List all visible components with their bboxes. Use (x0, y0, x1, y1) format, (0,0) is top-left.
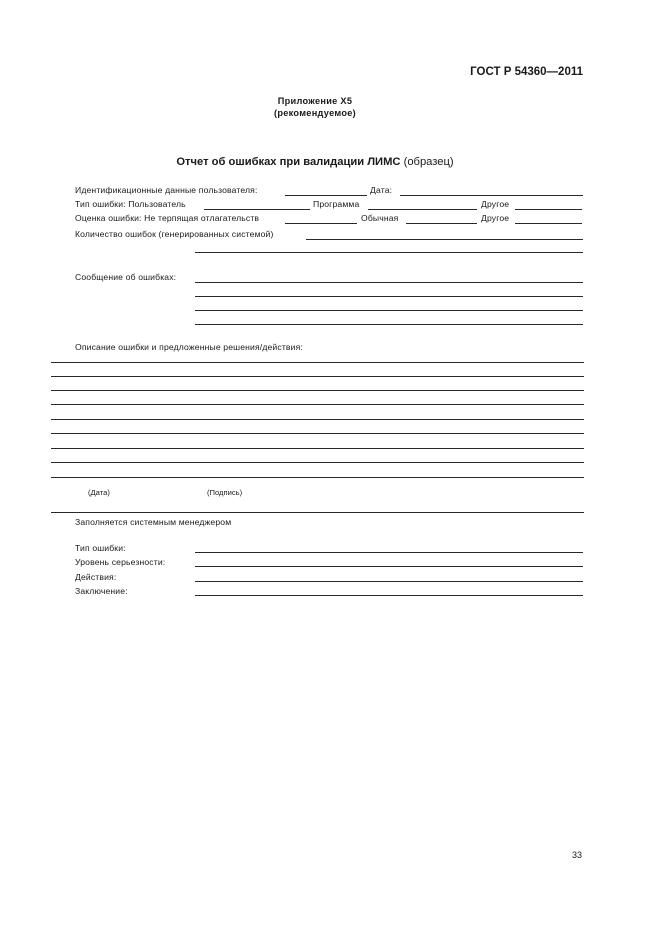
sig-date-label: (Дата) (88, 488, 110, 497)
error-rating-label: Оценка ошибки: Не терпящая отлагательств (75, 213, 260, 223)
description-line-4[interactable] (51, 404, 584, 405)
description-line-8[interactable] (51, 462, 584, 463)
report-title-normal: (образец) (400, 156, 454, 168)
report-title-bold: Отчет об ошибках при валидации ЛИМС (176, 156, 401, 168)
description-line-5[interactable] (51, 419, 584, 420)
standard-number: ГОСТ Р 54360—2011 (470, 66, 583, 78)
user-id-label: Идентификационные данные пользователя: (75, 185, 258, 195)
error-type-user-field[interactable] (204, 209, 310, 210)
description-line-2[interactable] (51, 376, 584, 377)
report-title (0, 156, 630, 168)
manager-field-actions[interactable] (195, 581, 583, 582)
other-label-2: Другое (481, 213, 510, 223)
error-count-field[interactable] (306, 239, 583, 240)
error-rating-urgent-field[interactable] (285, 223, 357, 224)
appendix-title: Приложение Х5 (277, 96, 353, 106)
description-line-9[interactable] (51, 477, 584, 478)
description-line-6[interactable] (51, 433, 584, 434)
manager-field-error-type[interactable] (195, 552, 583, 553)
error-message-line-1[interactable] (195, 282, 583, 283)
manager-field-conclusion[interactable] (195, 595, 583, 596)
description-line-7[interactable] (51, 448, 584, 449)
other-label-1: Другое (481, 199, 510, 209)
error-count-label: Количество ошибок (генерированных системой) (75, 229, 274, 239)
error-message-line-4[interactable] (195, 324, 583, 325)
error-type-other-field[interactable] (515, 209, 582, 210)
error-type-program-field[interactable] (368, 209, 477, 210)
error-count-field-cont[interactable] (195, 252, 583, 253)
error-rating-other-field[interactable] (515, 223, 582, 224)
error-message-line-2[interactable] (195, 296, 583, 297)
manager-field-severity[interactable] (195, 566, 583, 567)
date-field[interactable] (400, 195, 583, 196)
user-id-field[interactable] (285, 195, 367, 196)
sig-sign-label: (Подпись) (207, 488, 243, 497)
appendix-subtitle: (рекомендуемое) (273, 108, 357, 118)
description-label: Описание ошибки и предложенные решения/действия: (75, 342, 303, 352)
separator-line (51, 512, 584, 513)
program-label: Программа (313, 199, 360, 209)
date-label: Дата: (370, 185, 393, 195)
normal-label: Обычная (361, 213, 399, 223)
manager-field-label-error-type: Тип ошибки: (75, 543, 126, 553)
page-number: 33 (571, 850, 582, 860)
manager-heading: Заполняется системным менеджером (75, 517, 232, 527)
manager-field-label-conclusion: Заключение: (75, 586, 128, 596)
error-rating-normal-field[interactable] (406, 223, 477, 224)
error-message-line-3[interactable] (195, 310, 583, 311)
error-message-label: Сообщение об ошибках: (75, 272, 177, 282)
manager-field-label-actions: Действия: (75, 572, 117, 582)
description-line-1[interactable] (51, 362, 584, 363)
description-line-3[interactable] (51, 390, 584, 391)
manager-field-label-severity: Уровень серьезности: (75, 557, 166, 567)
error-type-label: Тип ошибки: Пользователь (75, 199, 186, 209)
